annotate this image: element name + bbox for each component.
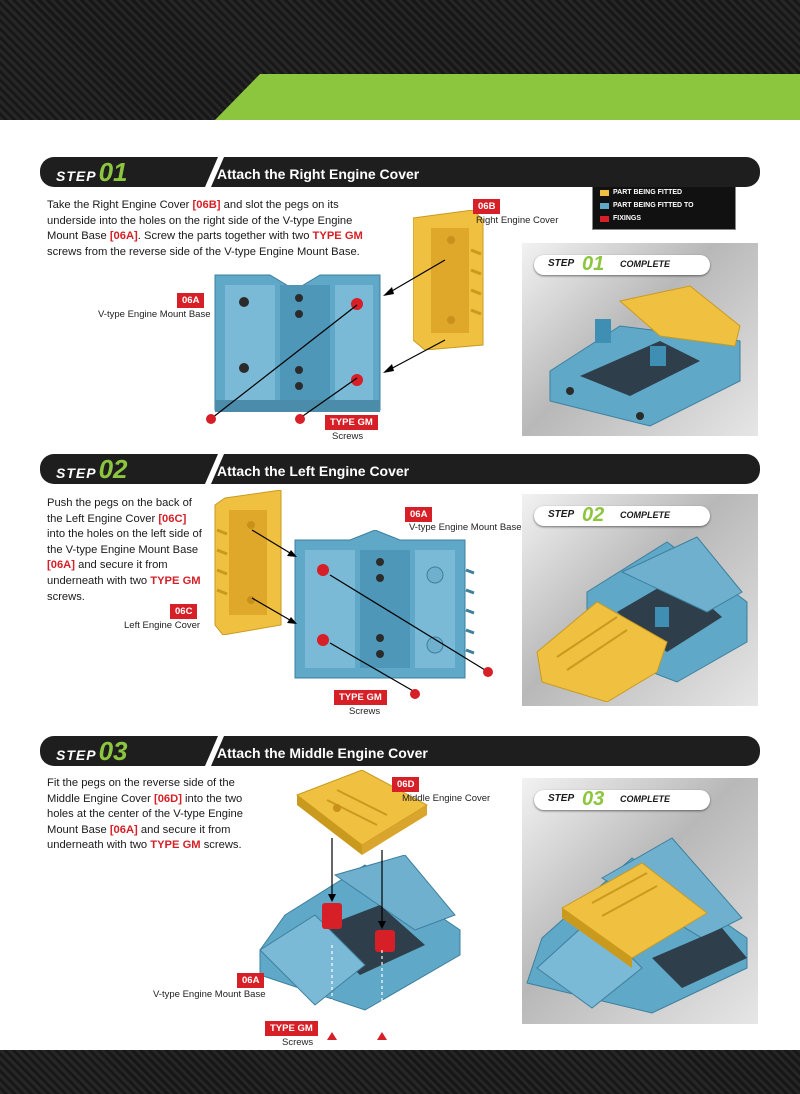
instruction-text: Take the Right Engine Cover [47, 199, 193, 211]
step-03-instructions [47, 776, 259, 854]
instruction-text: into the holes on the left side of the V-type Engine Mount Base [47, 528, 202, 556]
color-key-item-fitted-to: PART BEING FITTED TO [600, 202, 694, 209]
step-01-title: Attach the Right Engine Cover [217, 166, 420, 182]
instruction-text: and secure it from underneath with two [47, 823, 231, 852]
step-03-tag-type-gm: TYPE GM [265, 1021, 318, 1036]
step-03-label-screws: Screws [282, 1037, 314, 1048]
footer-carbon-band [0, 1050, 800, 1094]
instruction-text: Push the pegs on the back of the Left Engine Cover [47, 497, 192, 525]
step-02-label-left-cover: Left Engine Cover [124, 620, 201, 631]
instruction-text: and slot the pegs on its underside into the holes on the right side of the V-type Engine Mount Base [47, 199, 353, 243]
step-02-complete-pill: STEP 02 COMPLETE [534, 506, 710, 526]
highlight-ref: [06A] [47, 559, 75, 572]
highlight-ref: [06C] [158, 512, 187, 525]
instruction-text: . Screw the parts together with two [137, 230, 313, 243]
step-03-complete-model [522, 818, 758, 1018]
step-02-tag-06C: 06C [170, 604, 197, 619]
step-02-title: Attach the Left Engine Cover [217, 463, 410, 479]
step-03-complete-panel [522, 778, 758, 1024]
step-01-tag-06B: 06B [473, 199, 500, 214]
step-03-label-middle-cover: Middle Engine Cover [402, 793, 491, 804]
step-03-tag-06D: 06D [392, 777, 419, 792]
step-02-tag-type-gm: TYPE GM [334, 690, 387, 705]
step-01-label-right-cover: Right Engine Cover [476, 215, 559, 226]
step-01-label-screws: Screws [332, 431, 364, 442]
highlight-ref: TYPE GM [150, 839, 201, 852]
instruction-text: and secure it from underneath with two [47, 559, 168, 587]
instruction-text: screws from the reverse side of the V-type Engine Mount Base. [47, 245, 360, 258]
instruction-text: Fit the pegs on the reverse side of the Middle Engine Cover [47, 777, 235, 805]
step-01-badge: STEP 01 [56, 157, 128, 187]
step-02-instructions [47, 496, 205, 605]
color-key-item-fitted: PART BEING FITTED [600, 189, 682, 196]
step-02-label-base: V-type Engine Mount Base [409, 522, 522, 533]
step-03-complete-pill: STEP 03 COMPLETE [534, 790, 710, 810]
step-01-complete-panel [522, 243, 758, 436]
instruction-text: into the two holes at the center of the V-type Engine Mount Base [47, 792, 243, 836]
step-01-complete-model [540, 281, 750, 431]
step-03-badge: STEP 03 [56, 736, 128, 766]
step-02-complete-model [527, 532, 752, 702]
header-green-stripe [0, 74, 800, 120]
step-01-label-base: V-type Engine Mount Base [98, 309, 211, 320]
color-key-item-fixings: FIXINGS [600, 215, 641, 222]
step-01-tag-type-gm: TYPE GM [325, 415, 378, 430]
step-01-complete-pill: STEP 01 COMPLETE [534, 255, 710, 275]
step-03-title: Attach the Middle Engine Cover [217, 745, 428, 761]
highlight-ref: [06B] [192, 199, 221, 211]
step-02-label-screws: Screws [349, 706, 381, 717]
step-01-tag-06A: 06A [177, 293, 204, 308]
step-02-badge: STEP 02 [56, 454, 128, 484]
step-01-arrows [200, 230, 460, 430]
step-03-label-base: V-type Engine Mount Base [153, 989, 266, 1000]
step-03-arrows [320, 800, 400, 1048]
instruction-text: screws. [200, 839, 242, 852]
step-02-complete-panel [522, 494, 758, 706]
highlight-ref: TYPE GM [150, 574, 201, 587]
step-02-arrows [240, 520, 510, 700]
instruction-text: screws. [47, 590, 85, 603]
step-03-tag-06A: 06A [237, 973, 264, 988]
highlight-ref: TYPE GM [312, 230, 363, 243]
step-02-tag-06A: 06A [405, 507, 432, 522]
highlight-ref: [06A] [109, 823, 138, 836]
highlight-ref: [06D] [153, 792, 182, 805]
highlight-ref: [06A] [109, 230, 138, 243]
